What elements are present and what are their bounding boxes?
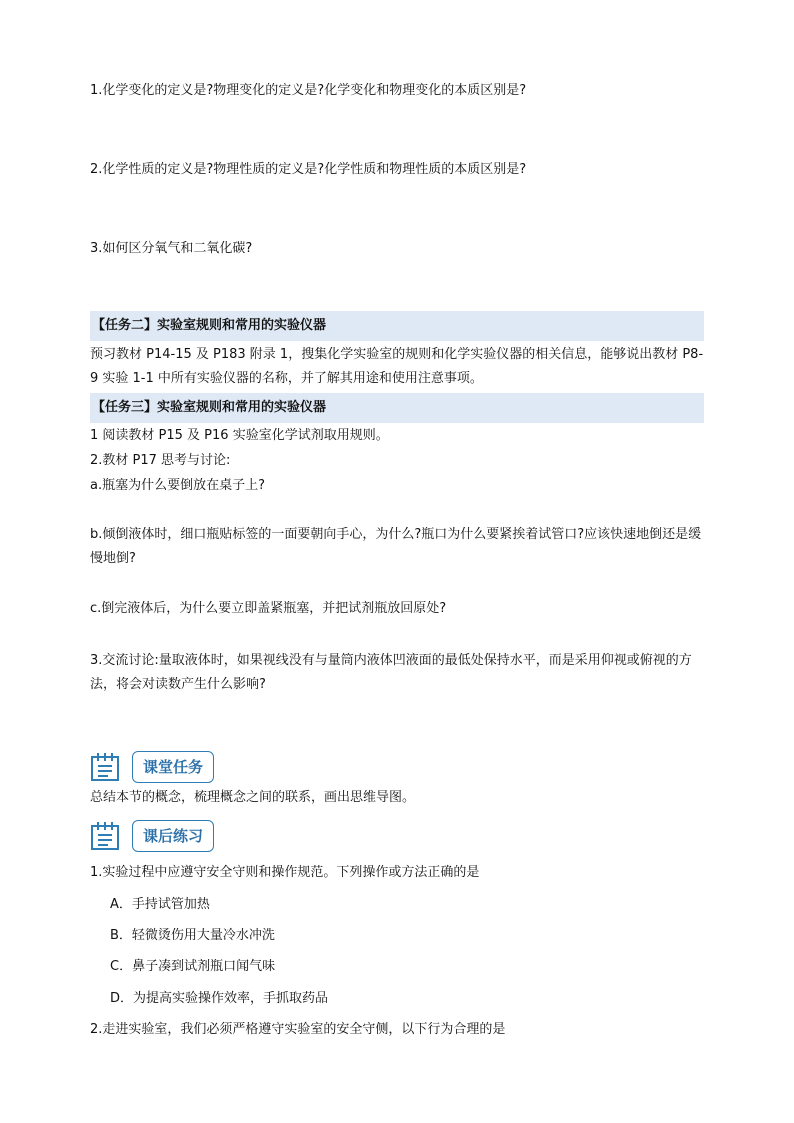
task2-title: 【任务二】实验室规则和常用的实验仪器: [90, 311, 704, 341]
option-d: D．为提高实验操作效率，手抓取药品: [110, 991, 329, 1006]
task3-question-c: c.倒完液体后，为什么要立即盖紧瓶塞，并把试剂瓶放回原处?: [90, 601, 447, 616]
homework-label: 课后练习: [132, 820, 214, 852]
question-1: 1.化学变化的定义是?物理变化的定义是?化学变化和物理变化的本质区别是?: [90, 83, 527, 98]
task3-title: 【任务三】实验室规则和常用的实验仪器: [90, 393, 704, 423]
task3-item-3: 3.交流讨论:量取液体时，如果视线没有与量筒内液体凹液面的最低处保持水平，而是采用仰视或俯视的方法，将会对读数产生什么影响?: [90, 653, 692, 692]
option-c: C．鼻子凑到试剂瓶口闻气味: [110, 959, 276, 974]
class-task-body: 总结本节的概念，梳理概念之间的联系，画出思维导图。: [90, 790, 416, 805]
option-b: B．轻微烫伤用大量冷水冲洗: [110, 928, 275, 943]
task2-body: 预习教材 P14-15 及 P183 附录 1，搜集化学实验室的规则和化学实验仪器的相关信息，能够说出教材 P8-9 实验 1-1 中所有实验仪器的名称，并了解其用途和使用注意事项。: [90, 347, 704, 386]
class-task-label: 课堂任务: [132, 751, 214, 783]
homework-question-1: 1.实验过程中应遵守安全守则和操作规范。下列操作或方法正确的是: [90, 865, 480, 880]
task3-item-1: 1 阅读教材 P15 及 P16 实验室化学试剂取用规则。: [90, 428, 389, 443]
question-3: 3.如何区分氧气和二氧化碳?: [90, 241, 253, 256]
task3-question-a: a.瓶塞为什么要倒放在桌子上?: [90, 478, 265, 493]
question-2: 2.化学性质的定义是?物理性质的定义是?化学性质和物理性质的本质区别是?: [90, 162, 527, 177]
list-icon: [90, 751, 122, 783]
homework-question-2: 2.走进实验室，我们必须严格遵守实验室的安全守侧，以下行为合理的是: [90, 1022, 506, 1037]
task3-item-2: 2.教材 P17 思考与讨论:: [90, 453, 231, 468]
task3-question-b: b.倾倒液体时，细口瓶贴标签的一面要朝向手心，为什么?瓶口为什么要紧挨着试管口?应该快速地倒还是缓慢地倒?: [90, 527, 702, 566]
list-icon: [90, 820, 122, 852]
option-a: A．手持试管加热: [110, 897, 210, 912]
